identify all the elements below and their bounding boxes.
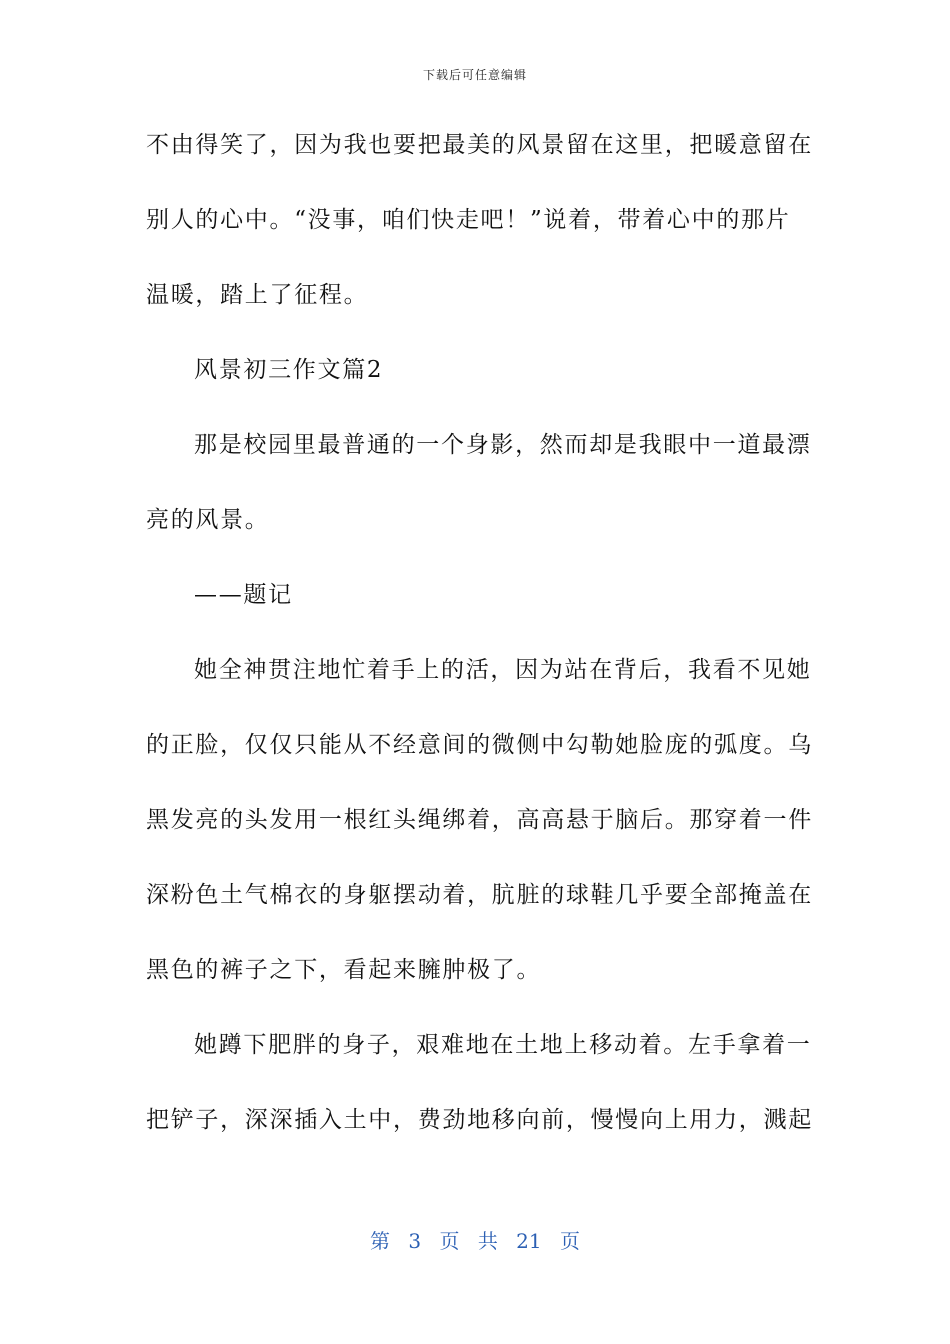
text-line: 温暖，踏上了征程。 [146,282,369,308]
text-line: 黑色的裤子之下，看起来臃肿极了。 [146,957,542,983]
text-line: 那是校园里最普通的一个身影，然而却是我眼中一道最漂 [194,432,812,458]
text-line: 不由得笑了，因为我也要把最美的风景留在这里，把暖意留在 [146,132,813,158]
footer-label-di: 第 [370,1229,390,1253]
page-footer [0,1225,950,1254]
text-line: 的正脸，仅仅只能从不经意间的微侧中勾勒她脸庞的弧度。乌 [146,732,813,758]
text-line: 她蹲下肥胖的身子，艰难地在土地上移动着。左手拿着一 [194,1032,812,1058]
footer-label-ye: 页 [439,1229,460,1253]
document-body [146,123,813,1173]
footer-label-ye2: 页 [559,1229,580,1253]
text-line: 黑发亮的头发用一根红头绳绑着，高高悬于脑后。那穿着一件 [146,807,813,833]
text-line: 深粉色土气棉衣的身躯摆动着，肮脏的球鞋几乎要全部掩盖在 [146,882,813,908]
text-line: 把铲子，深深插入土中，费劲地移向前，慢慢向上用力，溅起 [146,1107,813,1133]
section-title: 风景初三作文篇2 [194,357,384,383]
page-header: 下载后可任意编辑 [422,68,527,82]
footer-total-pages: 21 [516,1229,542,1253]
epigraph-note: ——题记 [194,582,293,608]
footer-label-gong: 共 [477,1229,498,1253]
text-line: 亮的风景。 [146,507,270,533]
text-line: 别人的心中。“没事，咱们快走吧！”说着，带着心中的那片 [146,207,791,233]
footer-current-page: 3 [408,1229,422,1253]
text-line: 她全神贯注地忙着手上的活，因为站在背后，我看不见她 [194,657,812,683]
